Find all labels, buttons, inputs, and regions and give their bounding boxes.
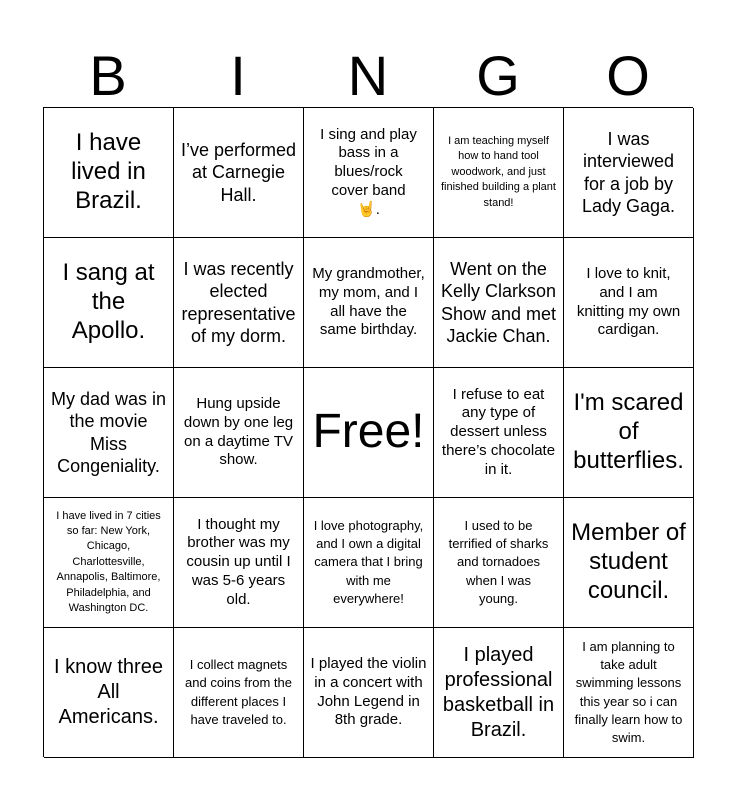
header-letter-g: G bbox=[476, 44, 520, 107]
free-space-label: Free! bbox=[312, 405, 425, 459]
cell-text: I have lived in Brazil. bbox=[71, 129, 146, 214]
cell-text: Hung upside down by one leg on a daytime TV show. bbox=[183, 395, 294, 469]
bingo-cell[interactable] bbox=[44, 368, 174, 498]
cell-text: I am planning to take adult swimming lessons this year so i can finally learn how to swim. bbox=[574, 638, 683, 745]
bingo-cell[interactable] bbox=[174, 238, 304, 368]
bingo-cell[interactable] bbox=[564, 238, 694, 368]
header-letter-n: N bbox=[347, 44, 389, 107]
cell-text: Member of student council. bbox=[571, 519, 686, 604]
cell-text: My dad was in the movie Miss Congeniality. bbox=[50, 388, 167, 476]
cell-text: I collect magnets and coins from the different places I have traveled to. bbox=[185, 657, 292, 727]
cell-text: My grandmother, my mom, and I all have the same birthday. bbox=[312, 265, 425, 339]
cell-text: I love to knit, and I am knitting my own cardigan. bbox=[576, 265, 681, 339]
bingo-cell[interactable] bbox=[564, 108, 694, 238]
cell-text: I know three All Americans. bbox=[54, 656, 163, 728]
cell-text: I played professional basketball in Brazil. bbox=[442, 643, 555, 741]
cell-text: I was recently elected representative of my dorm. bbox=[181, 258, 296, 346]
bingo-cell[interactable] bbox=[304, 238, 434, 368]
header-letter-o: O bbox=[606, 44, 650, 107]
bingo-cell[interactable] bbox=[304, 108, 434, 238]
bingo-header bbox=[43, 40, 693, 108]
bingo-cell[interactable] bbox=[434, 628, 564, 758]
bingo-cell[interactable] bbox=[434, 368, 564, 498]
cell-text: I sang at the Apollo. bbox=[62, 259, 155, 344]
bingo-cell[interactable] bbox=[434, 238, 564, 368]
bingo-cell[interactable] bbox=[564, 368, 694, 498]
bingo-cell[interactable] bbox=[44, 498, 174, 628]
bingo-cell[interactable] bbox=[434, 108, 564, 238]
cell-text: I love photography, and I own a digital camera that I bring with me everywhere! bbox=[313, 518, 424, 606]
cell-text: Went on the Kelly Clarkson Show and met Jackie Chan. bbox=[440, 258, 557, 346]
bingo-cell[interactable] bbox=[564, 628, 694, 758]
cell-text: I’ve performed at Carnegie Hall. bbox=[180, 139, 297, 205]
bingo-cell[interactable] bbox=[304, 628, 434, 758]
bingo-cell[interactable] bbox=[44, 108, 174, 238]
header-letter-i: I bbox=[230, 44, 246, 107]
bingo-cell[interactable] bbox=[304, 498, 434, 628]
header-letter-b: B bbox=[89, 44, 127, 107]
cell-text: I used to be terrified of sharks and tornadoes when I was young. bbox=[448, 518, 549, 606]
bingo-cell[interactable] bbox=[44, 238, 174, 368]
bingo-cell[interactable] bbox=[434, 498, 564, 628]
cell-text: I thought my brother was my cousin up until I was 5-6 years old. bbox=[186, 515, 291, 608]
free-space[interactable] bbox=[304, 368, 434, 498]
cell-text: I am teaching myself how to hand tool woodwork, and just finished building a plant stand! bbox=[441, 135, 556, 209]
cell-text: I was interviewed for a job by Lady Gaga. bbox=[581, 128, 676, 216]
cell-text: I refuse to eat any type of dessert unless there’s chocolate in it. bbox=[441, 385, 556, 478]
cell-text: I have lived in 7 cities so far: New York, Chicago, Charlottesville, Annapolis, Baltimore, Philadelphia, and Washington DC. bbox=[56, 509, 161, 614]
bingo-cell[interactable] bbox=[174, 368, 304, 498]
bingo-cell[interactable] bbox=[174, 108, 304, 238]
cell-text: I'm scared of butterflies. bbox=[573, 389, 684, 474]
bingo-cell[interactable] bbox=[174, 628, 304, 758]
bingo-cell[interactable] bbox=[174, 498, 304, 628]
cell-text: I sing and play bass in a blues/rock cover band 🤘. bbox=[320, 125, 417, 218]
bingo-cell[interactable] bbox=[564, 498, 694, 628]
cell-text: I played the violin in a concert with John Legend in 8th grade. bbox=[310, 655, 427, 729]
bingo-grid bbox=[43, 107, 693, 757]
bingo-cell[interactable] bbox=[44, 628, 174, 758]
